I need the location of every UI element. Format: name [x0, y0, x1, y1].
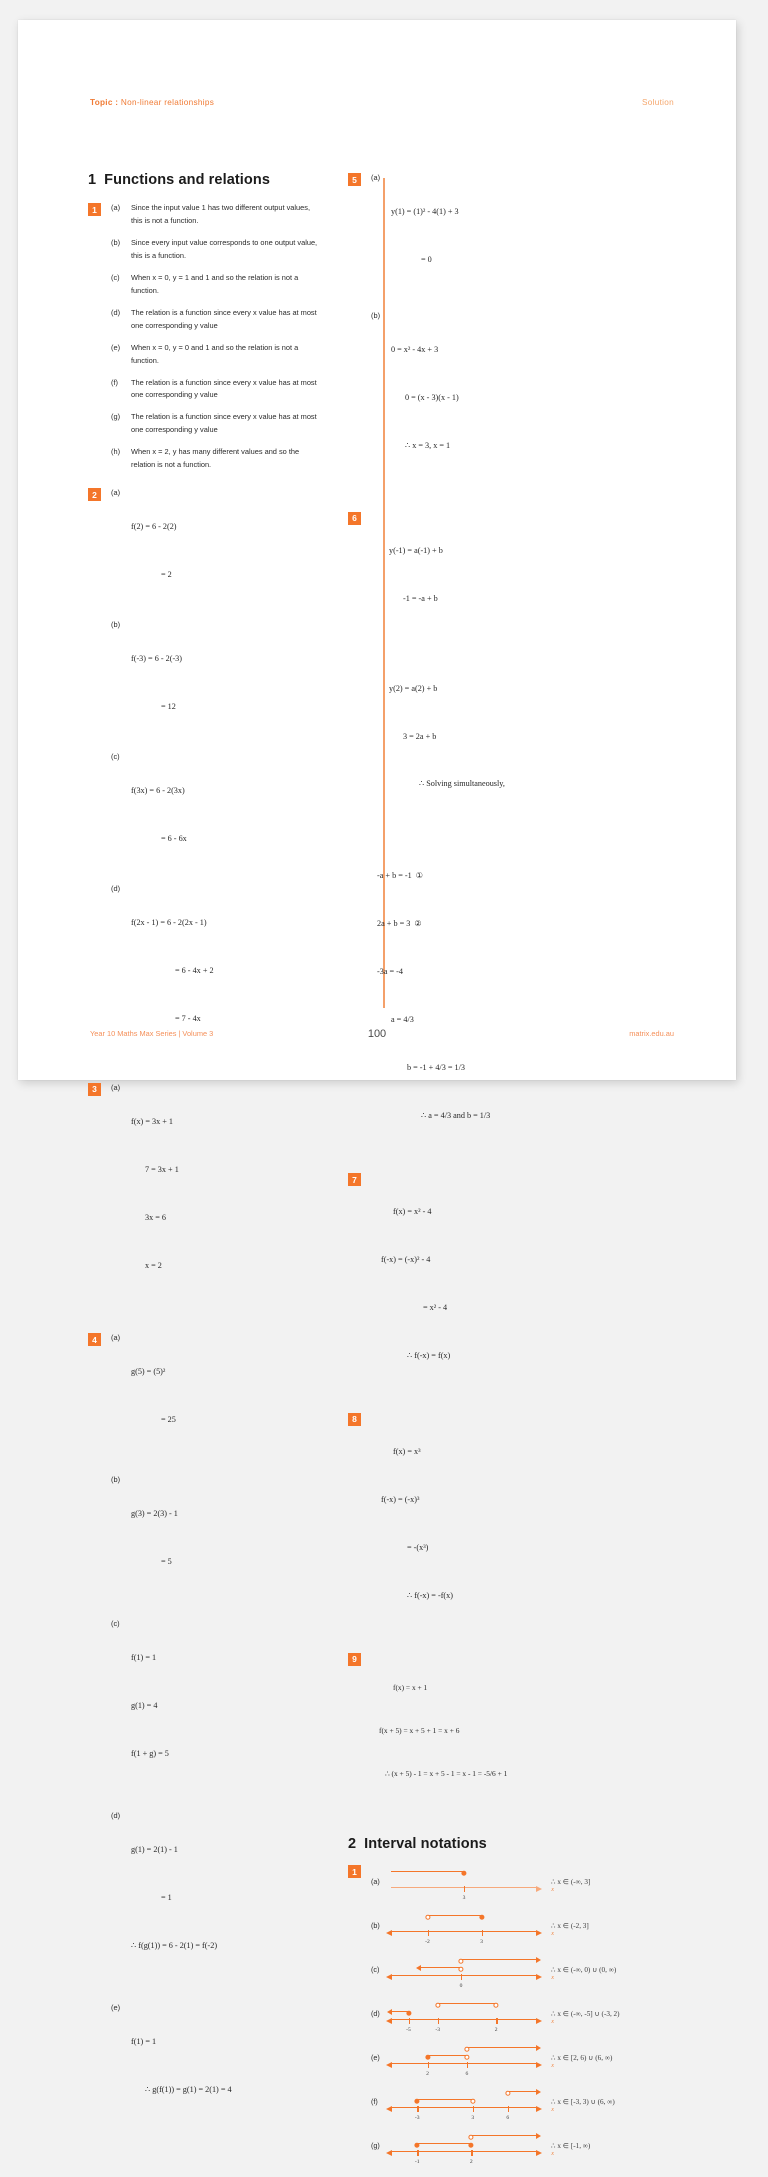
part-c [111, 1618, 323, 1794]
math-line: f(1 + g) = 5 [131, 1749, 169, 1759]
question-body [371, 1652, 683, 1811]
axis-arrow-right-icon [536, 2150, 542, 2156]
axis-variable-label: x [551, 1930, 554, 1938]
math-line: = 2 [161, 570, 172, 580]
part-label: (f) [111, 377, 118, 387]
axis-tick [464, 1886, 465, 1892]
segment-arrow-right-icon [536, 2045, 541, 2051]
segment-arrow-left-icon [387, 2009, 392, 2015]
math-line: = 6 - 4x + 2 [175, 965, 214, 975]
part-a [111, 1082, 323, 1306]
math-line: f(2) = 6 - 2(2) [131, 522, 177, 532]
part-label: (b) [111, 237, 121, 247]
interval-notation-answer: ∴ x ∈ [-1, ∞) [551, 2141, 591, 2150]
header-topic-value: Non-linear relationships [120, 98, 215, 107]
open-endpoint-circle [458, 1967, 463, 1972]
section-number: 2 [348, 1836, 357, 1853]
interval-segment [417, 2099, 472, 2101]
section-heading-functions [88, 172, 323, 188]
math-line: -1 = -a + b [403, 593, 438, 603]
part-label: (a) [111, 203, 121, 212]
axis-arrow-left-icon [386, 1930, 392, 1936]
math-line: = 25 [161, 1415, 176, 1425]
axis-tick-label: 2 [426, 2071, 429, 2078]
axis-arrow-left-icon [386, 1974, 392, 1980]
axis-arrow-left-icon [386, 2062, 392, 2068]
question-4 [88, 1332, 323, 2138]
part-e [111, 342, 323, 368]
closed-endpoint-dot [479, 1915, 484, 1920]
part-label: (a) [111, 488, 121, 498]
math-line: y(2) = a(2) + b [389, 683, 438, 693]
question-9 [348, 1652, 683, 1811]
question-body [371, 1412, 683, 1636]
question-2 [88, 487, 323, 1067]
number-line-label: (c) [371, 1964, 380, 1974]
axis-tick-label: 3 [480, 1939, 483, 1946]
part-working [371, 836, 683, 1156]
open-endpoint-circle [494, 2003, 499, 2008]
segment-arrow-left-icon [416, 1965, 421, 1971]
part-label: (h) [111, 447, 121, 457]
question-body [371, 511, 683, 1156]
math-line: = -(x³) [407, 1542, 429, 1552]
part-b [371, 310, 683, 486]
axis-variable-label: x [551, 2150, 554, 2158]
axis-tick [461, 1974, 462, 1980]
number-line-axis [391, 2019, 537, 2021]
part-c [111, 272, 323, 298]
part-label: (d) [111, 883, 121, 893]
axis-arrow-right-icon [536, 2106, 542, 2112]
part-a [111, 487, 323, 615]
question-number-badge: 2 [88, 488, 101, 501]
open-endpoint-circle [469, 2135, 474, 2140]
axis-tick [508, 2106, 509, 2112]
content-columns [18, 172, 736, 2177]
number-line-axis [391, 1931, 537, 1933]
math-line: 7 = 3x + 1 [145, 1164, 179, 1174]
math-line: f(x) = 3x + 1 [131, 1116, 173, 1126]
number-line-label: (g) [371, 2140, 380, 2150]
axis-arrow-right-icon [536, 2018, 542, 2024]
open-endpoint-circle [464, 2055, 469, 2060]
question-number-badge: 8 [348, 1413, 361, 1426]
part-working [131, 1618, 169, 1794]
axis-arrow-right-icon [536, 1886, 542, 1892]
math-line: = 5 [161, 1557, 172, 1567]
closed-endpoint-dot [415, 2143, 420, 2148]
part-label: (b) [111, 620, 121, 630]
part-text: When x = 2, y has many different values and so the relation is not a function. [131, 447, 300, 470]
math-line: y(-1) = a(-1) + b [389, 545, 443, 555]
question-8 [348, 1412, 683, 1636]
part-label: (d) [111, 307, 121, 317]
math-line: 3x = 6 [145, 1212, 166, 1222]
axis-tick-label: -2 [425, 1939, 430, 1946]
math-line: f(x) = x³ [393, 1446, 421, 1456]
footer-series: Year 10 Maths Max Series | Volume 3 [90, 1029, 214, 1038]
part-working [131, 487, 177, 615]
right-column [323, 172, 683, 2177]
part-text: The relation is a function since every x value has at most one corresponding y value [131, 307, 317, 330]
math-line: f(1) = 1 [131, 2036, 157, 2046]
part-c [111, 751, 323, 879]
axis-arrow-right-icon [536, 2062, 542, 2068]
math-line: x = 2 [145, 1260, 162, 1270]
axis-tick-label: 2 [469, 2159, 473, 2166]
open-endpoint-circle [505, 2091, 510, 2096]
axis-tick-label: -5 [406, 2027, 411, 2034]
axis-arrow-right-icon [536, 1974, 542, 1980]
math-line: = 12 [161, 702, 176, 712]
part-label: (a) [111, 1333, 121, 1343]
part-a [111, 202, 323, 228]
open-endpoint-circle [470, 2099, 475, 2104]
math-line: ∴ f(-x) = -f(x) [407, 1590, 453, 1600]
question-body [111, 487, 323, 1067]
question-number-badge: 4 [88, 1333, 101, 1346]
part-text: The relation is a function since every x value has at most one corresponding y value [131, 412, 317, 435]
axis-tick-label: -3 [435, 2027, 441, 2034]
question-body [371, 1864, 683, 2172]
segment-arrow-right-icon [536, 2133, 541, 2139]
axis-tick-label: -3 [414, 2115, 420, 2122]
math-line: = 1 [161, 1892, 172, 1902]
part-working [131, 1474, 178, 1602]
header-topic [90, 98, 214, 107]
math-line: = 7 - 4x [175, 1013, 201, 1023]
number-line-label: (e) [371, 2052, 380, 2062]
part-working [131, 751, 187, 879]
math-line: 3 = 2a + b [403, 731, 437, 741]
axis-arrow-left-icon [386, 2150, 392, 2156]
question-number-badge: 1 [88, 203, 101, 216]
part-g [111, 411, 323, 437]
interval-segment [461, 1959, 537, 1961]
axis-tick [417, 2150, 418, 2156]
axis-tick-label: 3 [471, 2115, 475, 2122]
part-text: Since the input value 1 has two different output values, this is not a function. [131, 203, 310, 225]
part-label: (b) [111, 1475, 121, 1485]
part-working [371, 1652, 683, 1811]
math-line: 2a + b = 3 ② [377, 919, 422, 929]
closed-endpoint-dot [406, 2011, 411, 2016]
part-working [371, 1172, 683, 1396]
question-7 [348, 1172, 683, 1396]
part-working [371, 1412, 683, 1636]
math-line: g(1) = 4 [131, 1701, 158, 1711]
math-line: 0 = (x - 3)(x - 1) [405, 392, 459, 402]
math-line: = 6 - 6x [161, 833, 187, 843]
axis-variable-label: x [551, 1886, 554, 1894]
math-line: -a + b = -1 ① [377, 871, 424, 881]
question-body [371, 1172, 683, 1396]
part-text: Since every input value corresponds to one output value, this is a function. [131, 237, 318, 260]
interval-notation-answer: ∴ x ∈ (-∞, 0) ∪ (0, ∞) [551, 1965, 617, 1974]
axis-tick [438, 2018, 439, 2024]
axis-tick-label: 0 [459, 1983, 463, 1990]
segment-arrow-right-icon [536, 2089, 541, 2095]
axis-tick [428, 2062, 429, 2068]
math-line: f(x) = x + 1 [393, 1682, 428, 1692]
part-text: When x = 0, y = 0 and 1 and so the relation is not a function. [131, 342, 299, 365]
number-line-label: (a) [371, 1876, 380, 1886]
number-line-diagram [391, 1908, 554, 1946]
part-label: (c) [111, 272, 120, 282]
open-endpoint-circle [464, 2047, 469, 2052]
interval-segment [438, 2003, 496, 2005]
math-line: f(x + 5) = x + 5 + 1 = x + 6 [379, 1725, 460, 1735]
number-line-axis [391, 1975, 537, 1977]
header-solution-label: Solution [642, 98, 674, 107]
part-text: The relation is a function since every x value has at most one corresponding y value [131, 377, 317, 400]
part-working [131, 1332, 176, 1460]
axis-tick [473, 2106, 474, 2112]
part-label: (a) [371, 173, 381, 182]
number-line-row [371, 1996, 683, 2034]
closed-endpoint-dot [461, 1871, 466, 1876]
part-h [111, 446, 323, 472]
math-line: ∴ f(g(1)) = 6 - 2(1) = f(-2) [131, 1940, 218, 1950]
math-line: f(x) = x² - 4 [393, 1207, 432, 1217]
math-line: ∴ (x + 5) - 1 = x + 5 - 1 = x - 1 = -5/6 + 1 [385, 1769, 508, 1779]
section-title: Interval notations [364, 1836, 487, 1853]
question-body [371, 172, 683, 495]
part-working [131, 1810, 217, 1986]
number-line-row [371, 2084, 683, 2122]
number-line-axis [391, 2107, 537, 2109]
number-line-diagram [391, 2084, 554, 2122]
part-e [111, 2002, 323, 2130]
part-a [111, 1332, 323, 1460]
part-b [111, 1474, 323, 1602]
open-endpoint-circle [435, 2003, 440, 2008]
page-footer [18, 1029, 736, 1038]
number-line-diagram [391, 1864, 554, 1902]
axis-arrow-right-icon [536, 1930, 542, 1936]
footer-page-number: 100 [367, 1027, 387, 1040]
interval-notation-answer: ∴ x ∈ (-∞, 3] [551, 1877, 591, 1886]
part-label: (c) [111, 1619, 120, 1629]
number-line-row [371, 2040, 683, 2078]
part-d [111, 1810, 323, 1986]
math-line: f(1) = 1 [131, 1653, 157, 1663]
math-line: f(-x) = (-x)³ [381, 1494, 420, 1504]
math-line: = x² - 4 [423, 1302, 448, 1312]
question-body [111, 1332, 323, 2138]
question-1 [88, 202, 323, 481]
part-a [371, 172, 683, 300]
math-line: -3a = -4 [377, 967, 403, 977]
math-line: g(1) = 2(1) - 1 [131, 1845, 178, 1855]
part-working [391, 172, 459, 300]
number-line-axis [391, 2063, 537, 2065]
question-intervals-1 [348, 1864, 683, 2172]
part-d [111, 307, 323, 333]
number-line-axis [391, 2151, 537, 2153]
axis-tick [409, 2018, 410, 2024]
axis-variable-label: x [551, 2062, 554, 2070]
math-line: ∴ g(f(1)) = g(1) = 2(1) = 4 [145, 2084, 232, 2094]
question-number-badge: 3 [88, 1083, 101, 1096]
math-line: = 0 [421, 254, 432, 264]
page-header [18, 20, 736, 107]
question-6 [348, 511, 683, 1156]
interval-notation-answer: ∴ x ∈ [-3, 3) ∪ (6, ∞) [551, 2097, 615, 2106]
axis-arrow-left-icon [386, 2106, 392, 2112]
question-body [111, 202, 323, 481]
math-line: a = 4/3 [391, 1015, 414, 1025]
math-line: b = -1 + 4/3 = 1/3 [407, 1063, 465, 1073]
axis-variable-label: x [551, 2106, 554, 2114]
number-line-row [371, 1908, 683, 1946]
part-label: (e) [111, 2002, 121, 2012]
axis-tick [428, 1930, 429, 1936]
math-line: f(-x) = (-x)² - 4 [381, 1255, 431, 1265]
axis-tick-label: -1 [414, 2159, 420, 2166]
footer-website: matrix.edu.au [629, 1029, 674, 1038]
number-line-label: (f) [371, 2096, 378, 2106]
axis-tick [467, 2062, 468, 2068]
part-working [391, 310, 459, 486]
number-line-diagram [391, 1952, 554, 1990]
open-endpoint-circle [458, 1959, 463, 1964]
question-5 [348, 172, 683, 495]
question-body [111, 1082, 323, 1315]
math-line: f(2x - 1) = 6 - 2(2x - 1) [131, 917, 207, 927]
interval-notation-answer: ∴ x ∈ [2, 6) ∪ (6, ∞) [551, 2053, 613, 2062]
axis-tick-label: 6 [506, 2115, 510, 2122]
closed-endpoint-dot [415, 2099, 420, 2104]
axis-variable-label: x [551, 1974, 554, 1982]
part-label: (b) [371, 310, 381, 320]
number-line-label: (d) [371, 2008, 380, 2018]
interval-segment [508, 2091, 537, 2093]
part-b [111, 619, 323, 747]
left-column [18, 172, 323, 2177]
math-line: y(1) = (1)² - 4(1) + 3 [391, 206, 459, 216]
part-working [371, 649, 683, 825]
number-line-label: (b) [371, 1920, 380, 1930]
axis-variable-label: x [551, 2018, 554, 2026]
interval-segment [428, 1915, 482, 1917]
math-line: ∴ Solving simultaneously, [419, 779, 505, 789]
section-heading-intervals [348, 1836, 683, 1852]
part-label: (c) [111, 752, 120, 761]
part-b [111, 237, 323, 263]
interval-segment [467, 2047, 537, 2049]
question-number-badge: 5 [348, 173, 361, 186]
interval-segment [428, 2055, 467, 2057]
math-line: f(3x) = 6 - 2(3x) [131, 785, 185, 795]
number-line-row [371, 1864, 683, 1902]
math-line: ∴ a = 4/3 and b = 1/3 [421, 1111, 491, 1121]
part-label: (a) [111, 1082, 121, 1092]
part-text: When x = 0, y = 1 and 1 and so the relation is not a function. [131, 272, 299, 295]
question-number-badge: 6 [348, 512, 361, 525]
axis-tick-label: 2 [494, 2027, 498, 2034]
math-line: ∴ x = 3, x = 1 [405, 440, 451, 450]
interval-segment [391, 1871, 464, 1873]
interval-notation-answer: ∴ x ∈ (-∞, -5] ∪ (-3, 2) [551, 2009, 620, 2018]
number-line-diagram [391, 2128, 554, 2166]
number-line-row [371, 1952, 683, 1990]
axis-tick [482, 1930, 483, 1936]
number-line-diagram [391, 2040, 554, 2078]
section-number: 1 [88, 172, 97, 188]
document-page [18, 20, 736, 2166]
open-endpoint-circle [425, 1915, 430, 1920]
question-number-badge: 7 [348, 1173, 361, 1186]
part-working [131, 2002, 232, 2130]
math-line: g(5) = (5)² [131, 1367, 166, 1377]
interval-segment [471, 2135, 537, 2137]
segment-arrow-right-icon [536, 1957, 541, 1963]
header-topic-label: Topic : [90, 98, 119, 107]
math-line: ∴ f(-x) = f(x) [407, 1350, 451, 1360]
number-line-row [371, 2128, 683, 2166]
part-working [371, 511, 683, 639]
part-label: (g) [111, 412, 121, 422]
interval-notation-answer: ∴ x ∈ (-2, 3] [551, 1921, 589, 1930]
part-working [131, 619, 182, 747]
question-number-badge: 9 [348, 1653, 361, 1666]
axis-tick-label: 3 [462, 1895, 466, 1902]
number-line-diagram [391, 1996, 554, 2034]
question-3 [88, 1082, 323, 1315]
axis-tick [471, 2150, 472, 2156]
interval-segment [420, 1967, 461, 1969]
part-label: (e) [111, 342, 121, 352]
closed-endpoint-dot [469, 2143, 474, 2148]
section-title: Functions and relations [104, 172, 271, 188]
math-line: 0 = x² - 4x + 3 [391, 344, 439, 354]
axis-tick [496, 2018, 497, 2024]
closed-endpoint-dot [425, 2055, 430, 2060]
part-f [111, 377, 323, 403]
interval-segment [417, 2143, 471, 2145]
math-line: f(-3) = 6 - 2(-3) [131, 654, 182, 664]
part-working [131, 1082, 179, 1306]
question-number-badge: 1 [348, 1865, 361, 1878]
axis-tick [417, 2106, 418, 2112]
part-label: (d) [111, 1811, 121, 1821]
math-line: g(3) = 2(3) - 1 [131, 1509, 178, 1519]
axis-tick-label: 6 [465, 2071, 469, 2078]
axis-arrow-left-icon [386, 2018, 392, 2024]
